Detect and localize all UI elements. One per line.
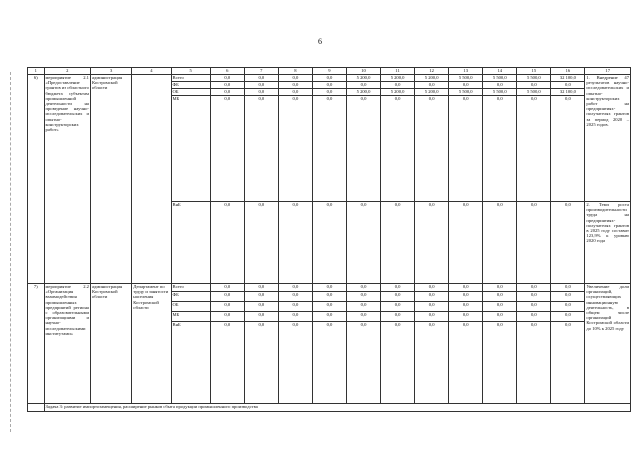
value-cell: 0,0 [312,322,346,404]
value-cell: 0,0 [551,322,585,404]
value-cell: 5 200,0 [415,75,449,82]
value-cell: 0,0 [312,75,346,82]
value-cell: 5 200,0 [346,89,380,96]
value-cell: 0,0 [517,302,551,312]
value-cell: 0,0 [346,202,380,284]
value-cell: 0,0 [312,292,346,302]
value-cell: 0,0 [244,312,278,322]
value-cell: 0,0 [415,202,449,284]
value-cell: 0,0 [483,322,517,404]
column-header: 2 [44,68,90,75]
value-cell: 5 200,0 [346,75,380,82]
value-cell: 0,0 [210,302,244,312]
funding-source: ВнБ [171,322,210,404]
value-cell: 0,0 [517,322,551,404]
value-cell: 0,0 [278,292,312,302]
value-cell: 0,0 [381,322,415,404]
value-cell: 0,0 [483,202,517,284]
value-cell: 0,0 [210,89,244,96]
row-number: 7) [28,284,45,404]
value-cell: 0,0 [346,96,380,202]
value-cell: 0,0 [278,302,312,312]
value-cell: 0,0 [449,302,483,312]
value-cell: 0,0 [551,302,585,312]
value-cell: 0,0 [551,292,585,302]
value-cell: 0,0 [449,292,483,302]
margin-line [10,72,11,432]
funding-source: ОБ [171,89,210,96]
expected-result: Увеличение доли организаций, осуществляющих инновационную деятельность, в общем числе организаций Костромской области до 10% к 2025 году [585,284,631,404]
value-cell: 5 500,0 [483,89,517,96]
value-cell: 0,0 [312,96,346,202]
value-cell: 0,0 [312,89,346,96]
table-row [28,75,631,82]
value-cell: 0,0 [210,82,244,89]
executor: администрация Костромской области [90,284,131,404]
value-cell: 0,0 [483,82,517,89]
expected-result: 1. Внедрение 47 результатов научно-исследовательских и опытно-конструкторских работ на предприятиях-получателях грантов за период 2020 – 2025 годов. [585,75,631,202]
value-cell: 0,0 [244,292,278,302]
column-header: 7 [244,68,278,75]
value-cell: 0,0 [449,284,483,292]
value-cell: 0,0 [381,292,415,302]
row-number: 6) [28,75,45,284]
value-cell: 0,0 [483,284,517,292]
value-cell: 0,0 [278,322,312,404]
value-cell: 0,0 [381,302,415,312]
value-cell: 5 500,0 [517,75,551,82]
column-header: 1 [28,68,45,75]
value-cell: 0,0 [244,202,278,284]
value-cell: 0,0 [312,202,346,284]
value-cell: 0,0 [415,284,449,292]
value-cell: 0,0 [346,302,380,312]
value-cell: 0,0 [381,312,415,322]
event-name: мероприятие 2.1 «Предоставление грантов из областного бюджета субъектам промышленной деятельности на проведение научно-исследовательских и опытно-конструкторских работ» [44,75,90,284]
value-cell: 0,0 [244,302,278,312]
value-cell: 0,0 [210,202,244,284]
value-cell: 0,0 [278,284,312,292]
column-header: 13 [449,68,483,75]
task-row [28,404,631,412]
value-cell: 0,0 [517,96,551,202]
funding-source: Всего [171,75,210,82]
column-header: 10 [346,68,380,75]
value-cell: 0,0 [244,96,278,202]
value-cell: 0,0 [381,82,415,89]
value-cell: 5 200,0 [381,89,415,96]
value-cell: 0,0 [517,284,551,292]
value-cell: 0,0 [210,322,244,404]
value-cell: 5 200,0 [415,89,449,96]
executor: администрация Костромской области [90,75,131,284]
value-cell: 0,0 [210,75,244,82]
value-cell: 0,0 [346,82,380,89]
value-cell: 32 100,0 [551,89,585,96]
value-cell: 0,0 [415,82,449,89]
column-header: 4 [132,68,171,75]
value-cell: 0,0 [551,96,585,202]
funding-source: ВнБ [171,202,210,284]
value-cell: 5 500,0 [449,89,483,96]
value-cell: 0,0 [244,284,278,292]
value-cell: 0,0 [415,322,449,404]
value-cell: 0,0 [210,284,244,292]
value-cell: 0,0 [210,96,244,202]
value-cell: 0,0 [312,82,346,89]
funding-source: МБ [171,312,210,322]
value-cell: 0,0 [244,322,278,404]
value-cell: 0,0 [278,82,312,89]
value-cell: 0,0 [449,96,483,202]
value-cell: 0,0 [381,284,415,292]
value-cell: 0,0 [312,302,346,312]
value-cell: 0,0 [415,302,449,312]
value-cell: 0,0 [278,75,312,82]
value-cell: 0,0 [210,312,244,322]
value-cell: 0,0 [381,202,415,284]
value-cell: 0,0 [551,312,585,322]
header-row [28,68,631,75]
funding-source: ФБ [171,82,210,89]
column-header: 14 [483,68,517,75]
value-cell: 0,0 [449,322,483,404]
value-cell: 0,0 [517,292,551,302]
value-cell: 0,0 [244,89,278,96]
value-cell: 0,0 [312,284,346,292]
value-cell: 32 100,0 [551,75,585,82]
table-row [28,284,631,292]
column-header: 6 [210,68,244,75]
column-header: 9 [312,68,346,75]
value-cell: 5 500,0 [517,89,551,96]
value-cell: 0,0 [415,312,449,322]
value-cell: 0,0 [346,312,380,322]
value-cell: 0,0 [312,312,346,322]
column-header: 5 [171,68,210,75]
value-cell: 5 500,0 [483,75,517,82]
value-cell: 0,0 [517,202,551,284]
value-cell: 0,0 [381,96,415,202]
column-header: 15 [517,68,551,75]
funding-source: Всего [171,284,210,292]
value-cell: 0,0 [449,312,483,322]
event-name: мероприятие 2.2 «Организация взаимодействия промышленных предприятий региона с образовательными организациями и научно-исследовательскими институтами» [44,284,90,404]
value-cell: 0,0 [483,292,517,302]
column-header: 3 [90,68,131,75]
row-number [28,404,45,412]
funding-source: ОБ [171,302,210,312]
value-cell: 0,0 [415,96,449,202]
value-cell: 0,0 [517,82,551,89]
value-cell: 5 500,0 [449,75,483,82]
program-table [27,67,631,412]
value-cell: 0,0 [244,82,278,89]
value-cell: 0,0 [346,284,380,292]
value-cell: 0,0 [483,312,517,322]
value-cell: 0,0 [278,202,312,284]
task-title: Задача 3: развитие импортозамещения, расширение рынков сбыта продукции промышленного производства [44,404,630,412]
value-cell: 0,0 [551,202,585,284]
value-cell: 0,0 [346,292,380,302]
column-header: 17 [585,68,631,75]
value-cell: 5 200,0 [381,75,415,82]
column-header: 11 [381,68,415,75]
value-cell: 0,0 [483,302,517,312]
value-cell: 0,0 [278,312,312,322]
value-cell: 0,0 [483,96,517,202]
funding-source: МБ [171,96,210,202]
value-cell: 0,0 [551,82,585,89]
funding-source: ФБ [171,292,210,302]
value-cell: 0,0 [517,312,551,322]
column-header: 12 [415,68,449,75]
value-cell: 0,0 [449,82,483,89]
page-number: 6 [318,37,322,46]
expected-result: 2. Темп роста производительности труда на предприятиях-получателях грантов в 2025 году составит 123,9% к уровню 2020 года [585,202,631,284]
value-cell: 0,0 [278,89,312,96]
value-cell: 0,0 [210,292,244,302]
value-cell: 0,0 [415,292,449,302]
co-executor: Департамент по труду и занятости населения Костромской области [132,284,171,404]
column-header: 16 [551,68,585,75]
value-cell: 0,0 [449,202,483,284]
column-header: 8 [278,68,312,75]
co-executor [132,75,171,284]
value-cell: 0,0 [346,322,380,404]
value-cell: 0,0 [244,75,278,82]
value-cell: 0,0 [551,284,585,292]
value-cell: 0,0 [278,96,312,202]
